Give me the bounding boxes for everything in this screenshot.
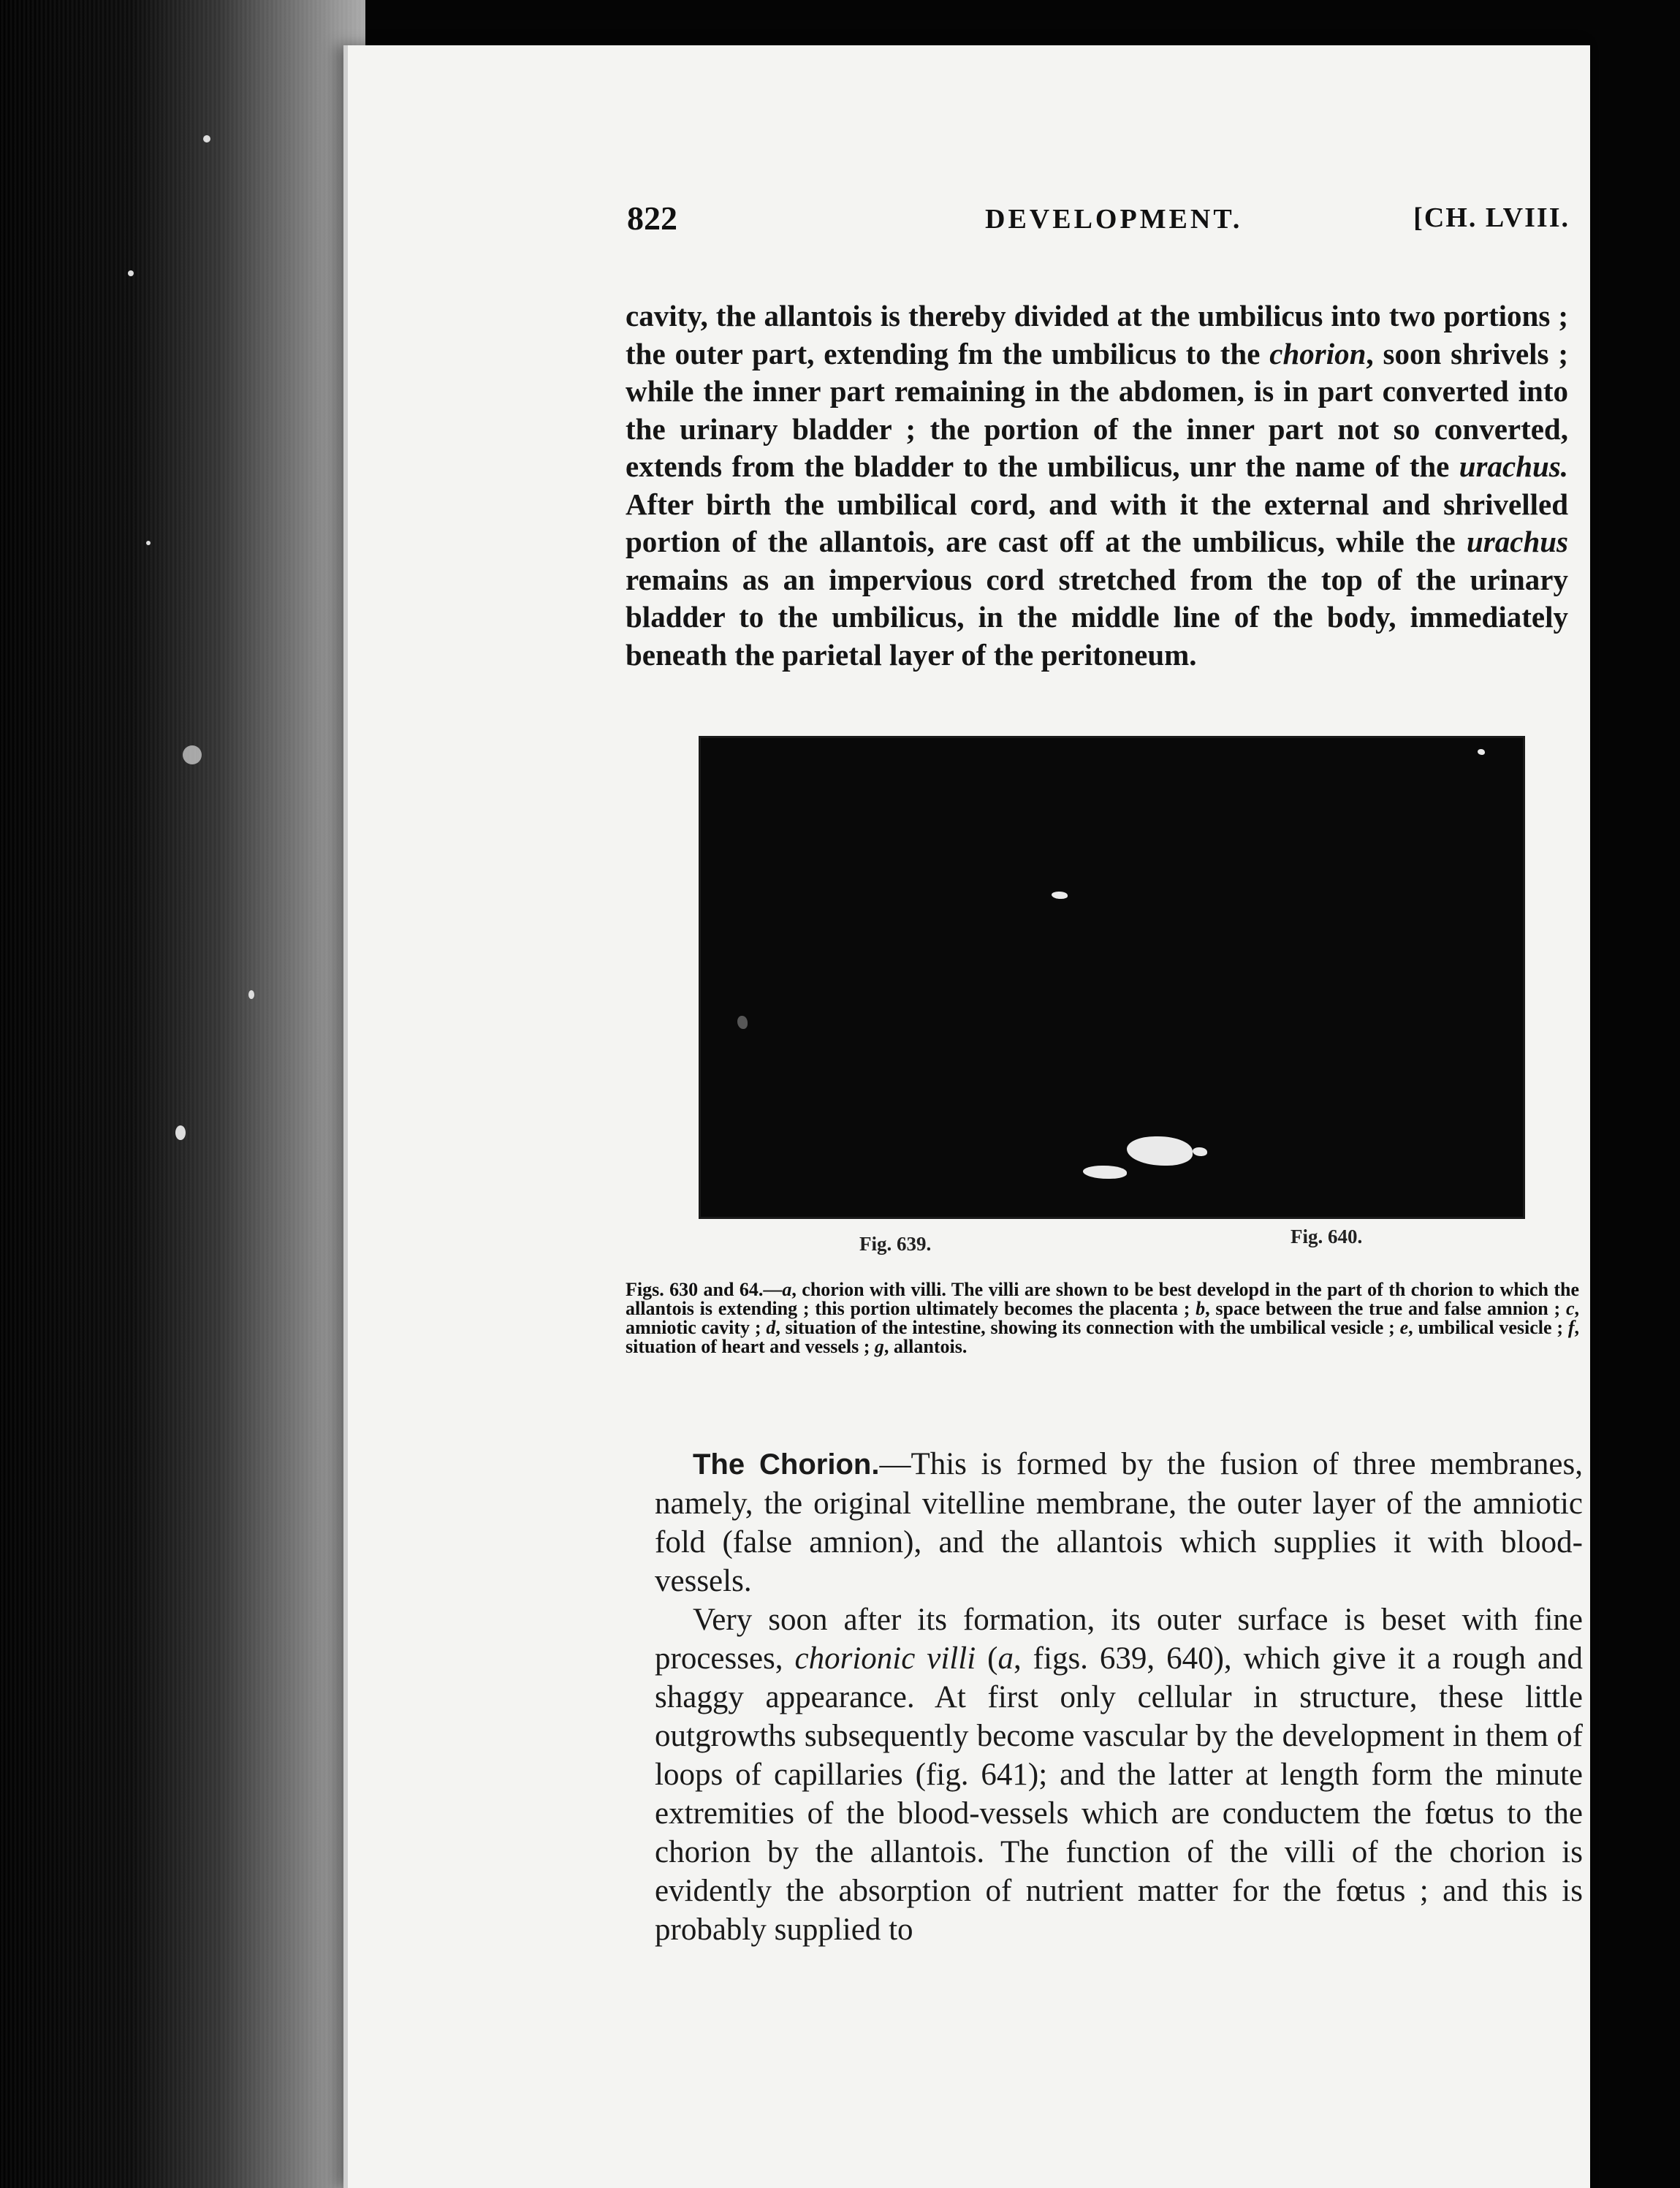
italic-term: urachus. <box>1459 449 1568 483</box>
figure-highlight <box>1127 1136 1193 1166</box>
dust-speck <box>146 541 151 545</box>
figure-highlight <box>737 1016 748 1029</box>
page-number: 822 <box>627 200 677 237</box>
text-run: , soon shrivels ; while the inner part remaining in the abdomen, is in part converted into the urinary bladder ; the portion of the inner part not so converted, extends from the bladder to the umbilicus, un <box>626 336 1569 483</box>
caption-letter: b <box>1196 1298 1206 1319</box>
text-run: r the name of the <box>1223 449 1459 483</box>
figure-639-label: Fig. 639. <box>859 1233 932 1255</box>
text-run: d in the part of th <box>1259 1279 1406 1300</box>
book-page <box>343 45 1590 2188</box>
italic-term: chorionic villi <box>794 1641 976 1676</box>
italic-term: urachus <box>1466 525 1568 558</box>
text-run: After birth the umbilical cord, and with it the external and shrivelled portion of the allantois, are cast off at the umbilicus, while the <box>626 487 1568 558</box>
chorion-paragraph-2 <box>655 1600 1583 1949</box>
text-run: chorion to which the allantois is extending ; this portion ultimately becomes the placenta ; <box>626 1279 1579 1319</box>
text-run: , situation of heart and vessels ; <box>626 1317 1580 1357</box>
italic-term: chorion <box>1269 336 1367 371</box>
caption-letter: d <box>766 1317 776 1338</box>
text-run: m the fœtus to the chorion by the allantois. The function of the villi of the chorion is evidently the absorption of nutrient matter for the fœtus ; and this is probably supplied to <box>655 1796 1583 1947</box>
caption-letter: e <box>1399 1317 1409 1338</box>
figure-639-image <box>701 738 1112 1217</box>
dust-speck <box>203 135 210 143</box>
text-run: .— <box>758 1279 783 1300</box>
text-run: , space between the true and false amnion ; <box>1205 1298 1566 1319</box>
text-run: —This is formed by the fusion of three membranes, namely, the original vitelline membrane, the outer layer of the amniotic fold (false amnion), and the allantois which supplies it with blood-vessels. <box>655 1447 1583 1598</box>
dust-speck <box>183 745 202 764</box>
section-heading: The Chorion. <box>693 1448 880 1481</box>
caption-letter: g <box>874 1336 884 1357</box>
running-header <box>627 199 1570 243</box>
figure-highlight <box>1478 749 1485 755</box>
text-run: , chorion with villi. The villi are shown to be best develop <box>791 1279 1260 1300</box>
text-run: , allantois. <box>883 1336 968 1357</box>
text-run: Figs. 630 and 64 <box>626 1279 759 1300</box>
figure-illustration <box>699 736 1525 1219</box>
chorion-paragraph-1 <box>655 1445 1583 1600</box>
text-run: , umbilical vesicle ; <box>1408 1317 1568 1338</box>
caption-letter: f <box>1567 1317 1575 1338</box>
figure-caption <box>626 1280 1579 1356</box>
figure-640-label: Fig. 640. <box>1291 1226 1363 1247</box>
chorion-section <box>655 1445 1583 1949</box>
text-run: ( <box>976 1641 998 1676</box>
italic-term: a <box>997 1641 1014 1676</box>
text-run: remains as an impervious cord stretched from the top of the urinary bladder to the umbilicus, in the middle line of the body, immediately beneath the parietal layer of the peritoneum. <box>626 562 1568 672</box>
text-run: , amniotic cavity ; <box>626 1298 1579 1338</box>
caption-letter: c <box>1565 1298 1575 1319</box>
text-run: Very soon after its formation, its outer surface is beset with fine processes, <box>655 1603 1583 1676</box>
dust-speck <box>128 270 134 276</box>
figure-highlight <box>1193 1147 1207 1156</box>
text-run: m the umbilicus to the <box>968 336 1270 371</box>
text-run: , situation of the intestine, showing its connection with the umbilical vesicle ; <box>775 1317 1400 1338</box>
figure-highlight <box>1052 892 1068 899</box>
book-page-edges <box>0 0 365 2188</box>
dust-speck <box>248 990 254 999</box>
body-paragraph-allantois <box>626 297 1568 674</box>
dust-speck <box>175 1125 186 1140</box>
text-run: , figs. 639, 640), which give it a rough and shaggy appearance. At first only cellular in structure, these little outgrowths subsequently become vascular by the development in them of loops of capillaries (fig. 641); and the latter at length form the minute extremities of the blood-vessels which are conducte <box>655 1641 1584 1831</box>
text-run: cavity, the allantois is thereby divided at the umbilicus into two portions ; the outer part, extending f <box>626 299 1568 371</box>
running-title: DEVELOPMENT. <box>985 204 1243 235</box>
chapter-marker: [CH. LVIII. <box>1413 202 1570 233</box>
figure-640-image <box>1112 738 1524 1217</box>
caption-letter: a <box>782 1279 792 1300</box>
